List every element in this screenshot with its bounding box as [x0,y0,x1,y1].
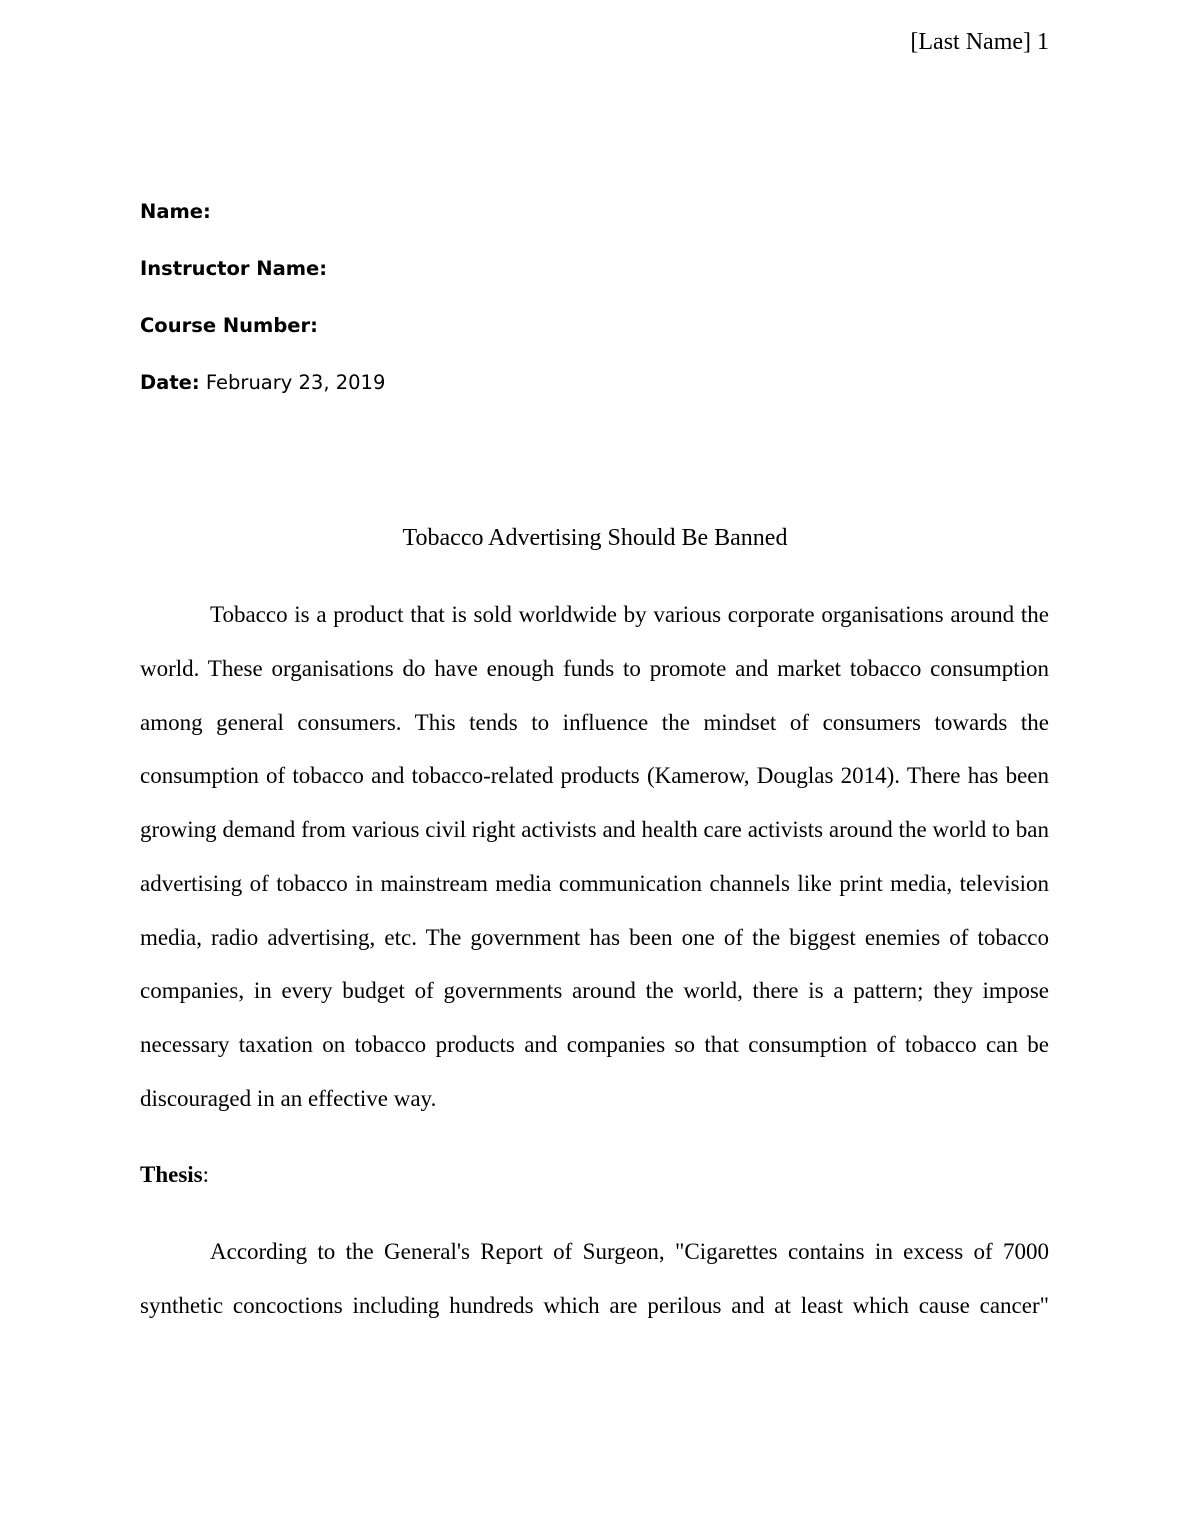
running-head: [Last Name] 1 [910,29,1049,55]
course-label: Course Number: [140,314,318,337]
thesis-label: Thesis [140,1162,203,1187]
body-paragraph-thesis: According to the General's Report of Surgeon, "Cigarettes contains in excess of 7000 synthetic concoctions including hundreds which are perilous and at least which cause cancer" [140,1239,1049,1318]
thesis-heading [140,1160,209,1190]
body-paragraph-intro: Tobacco is a product that is sold worldwide by various corporate organisations around the world. These organisations do have enough funds to promote and market tobacco consumption among general consumers. This tends to influence the mindset of consumers towards the consumption of tobacco and tobacco-related products (Kamerow, Douglas 2014). There has been growing demand from various civil right activists and health care activists around the world to ban advertising of tobacco in mainstream media communication channels like print media, television media, radio advertising, etc. The government has been one of the biggest enemies of tobacco companies, in every budget of governments around the world, there is a pattern; they impose necessary taxation on tobacco products and companies so that consumption of tobacco can be discouraged in an effective way. [140,602,1049,1111]
instructor-label: Instructor Name: [140,257,328,280]
student-info-block [140,197,740,425]
date-line [140,368,740,425]
document-title: Tobacco Advertising Should Be Banned [402,525,788,551]
instructor-line [140,254,740,311]
course-line [140,311,740,368]
name-line [140,197,740,254]
date-value: February 23, 2019 [205,371,386,394]
thesis-colon: : [202,1162,210,1187]
name-label: Name: [140,200,211,223]
date-label: Date: [140,371,200,394]
